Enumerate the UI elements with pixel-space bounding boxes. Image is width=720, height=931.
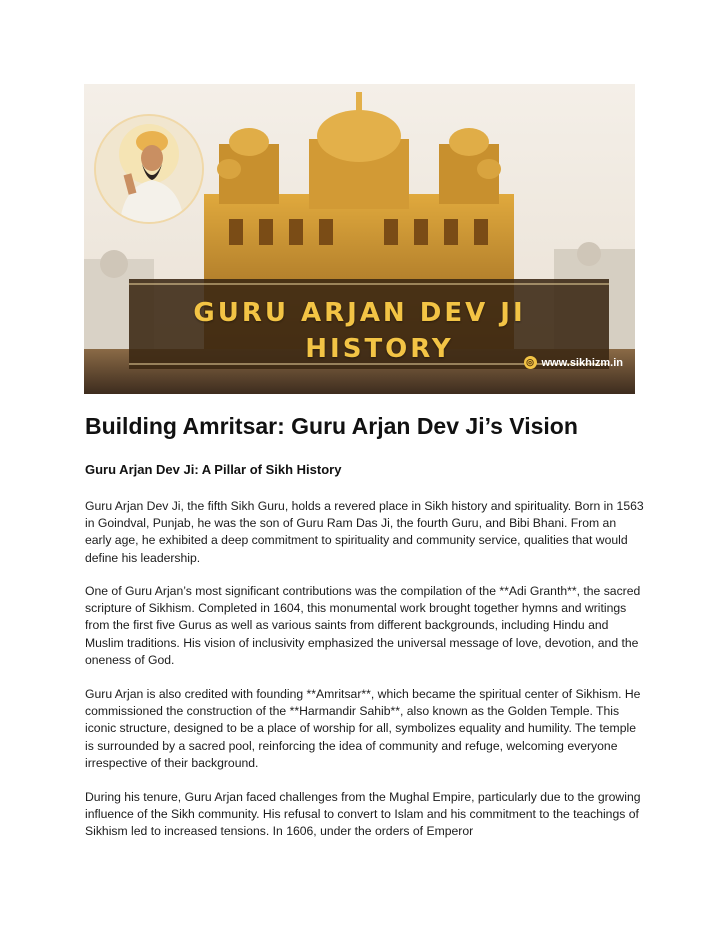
article-title: Building Amritsar: Guru Arjan Dev Ji’s Vision [85,413,578,439]
website-url: www.sikhizm.in [541,356,623,369]
article-subtitle: Guru Arjan Dev Ji: A Pillar of Sikh History [85,462,342,477]
banner-image [84,84,635,394]
paragraph: Guru Arjan Dev Ji, the fifth Sikh Guru, holds a revered place in Sikh history and spirituality. Born in 1563 in Goindval, Punjab, he was the son of Guru Ram Das Ji, the fourth Guru, and Bibi Bhani. From an early age, he exhibited a deep commitment to spirituality and community service, qualities that would define his leadership. [85,499,644,565]
paragraph: During his tenure, Guru Arjan faced challenges from the Mughal Empire, particularly due to the growing influence of the Sikh community. His refusal to convert to Islam and his commitment to the teachings of Sikhism led to increased tensions. In 1606, under the orders of Emperor [85,790,641,839]
paragraph: One of Guru Arjan’s most significant contributions was the compilation of the **Adi Granth**, the sacred scripture of Sikhism. Completed in 1604, this monumental work brought together hymns and writings from the first five Gurus as well as various saints from different backgrounds, including Hindu and Muslim traditions. His vision of inclusivity emphasized the universal message of love, devotion, and the oneness of God. [85,584,641,667]
website-watermark [524,356,624,369]
guru-figure-icon [96,116,202,222]
paragraph: Guru Arjan is also credited with founding **Amritsar**, which became the spiritual center of Sikhism. He commissioned the construction of the **Harmandir Sahib**, also known as the Golden Temple. This iconic structure, designed to be a place of worship for all, symbolizes equality and humility. The temple is surrounded by a sacred pool, reinforcing the idea of community and refuge, welcoming everyone irrespective of their background. [85,687,641,770]
guru-portrait [94,114,204,224]
banner-title-line1: GURU ARJAN DEV JI [193,298,526,328]
globe-icon: ◎ [524,356,537,369]
banner-title-line2: HISTORY [305,334,454,364]
